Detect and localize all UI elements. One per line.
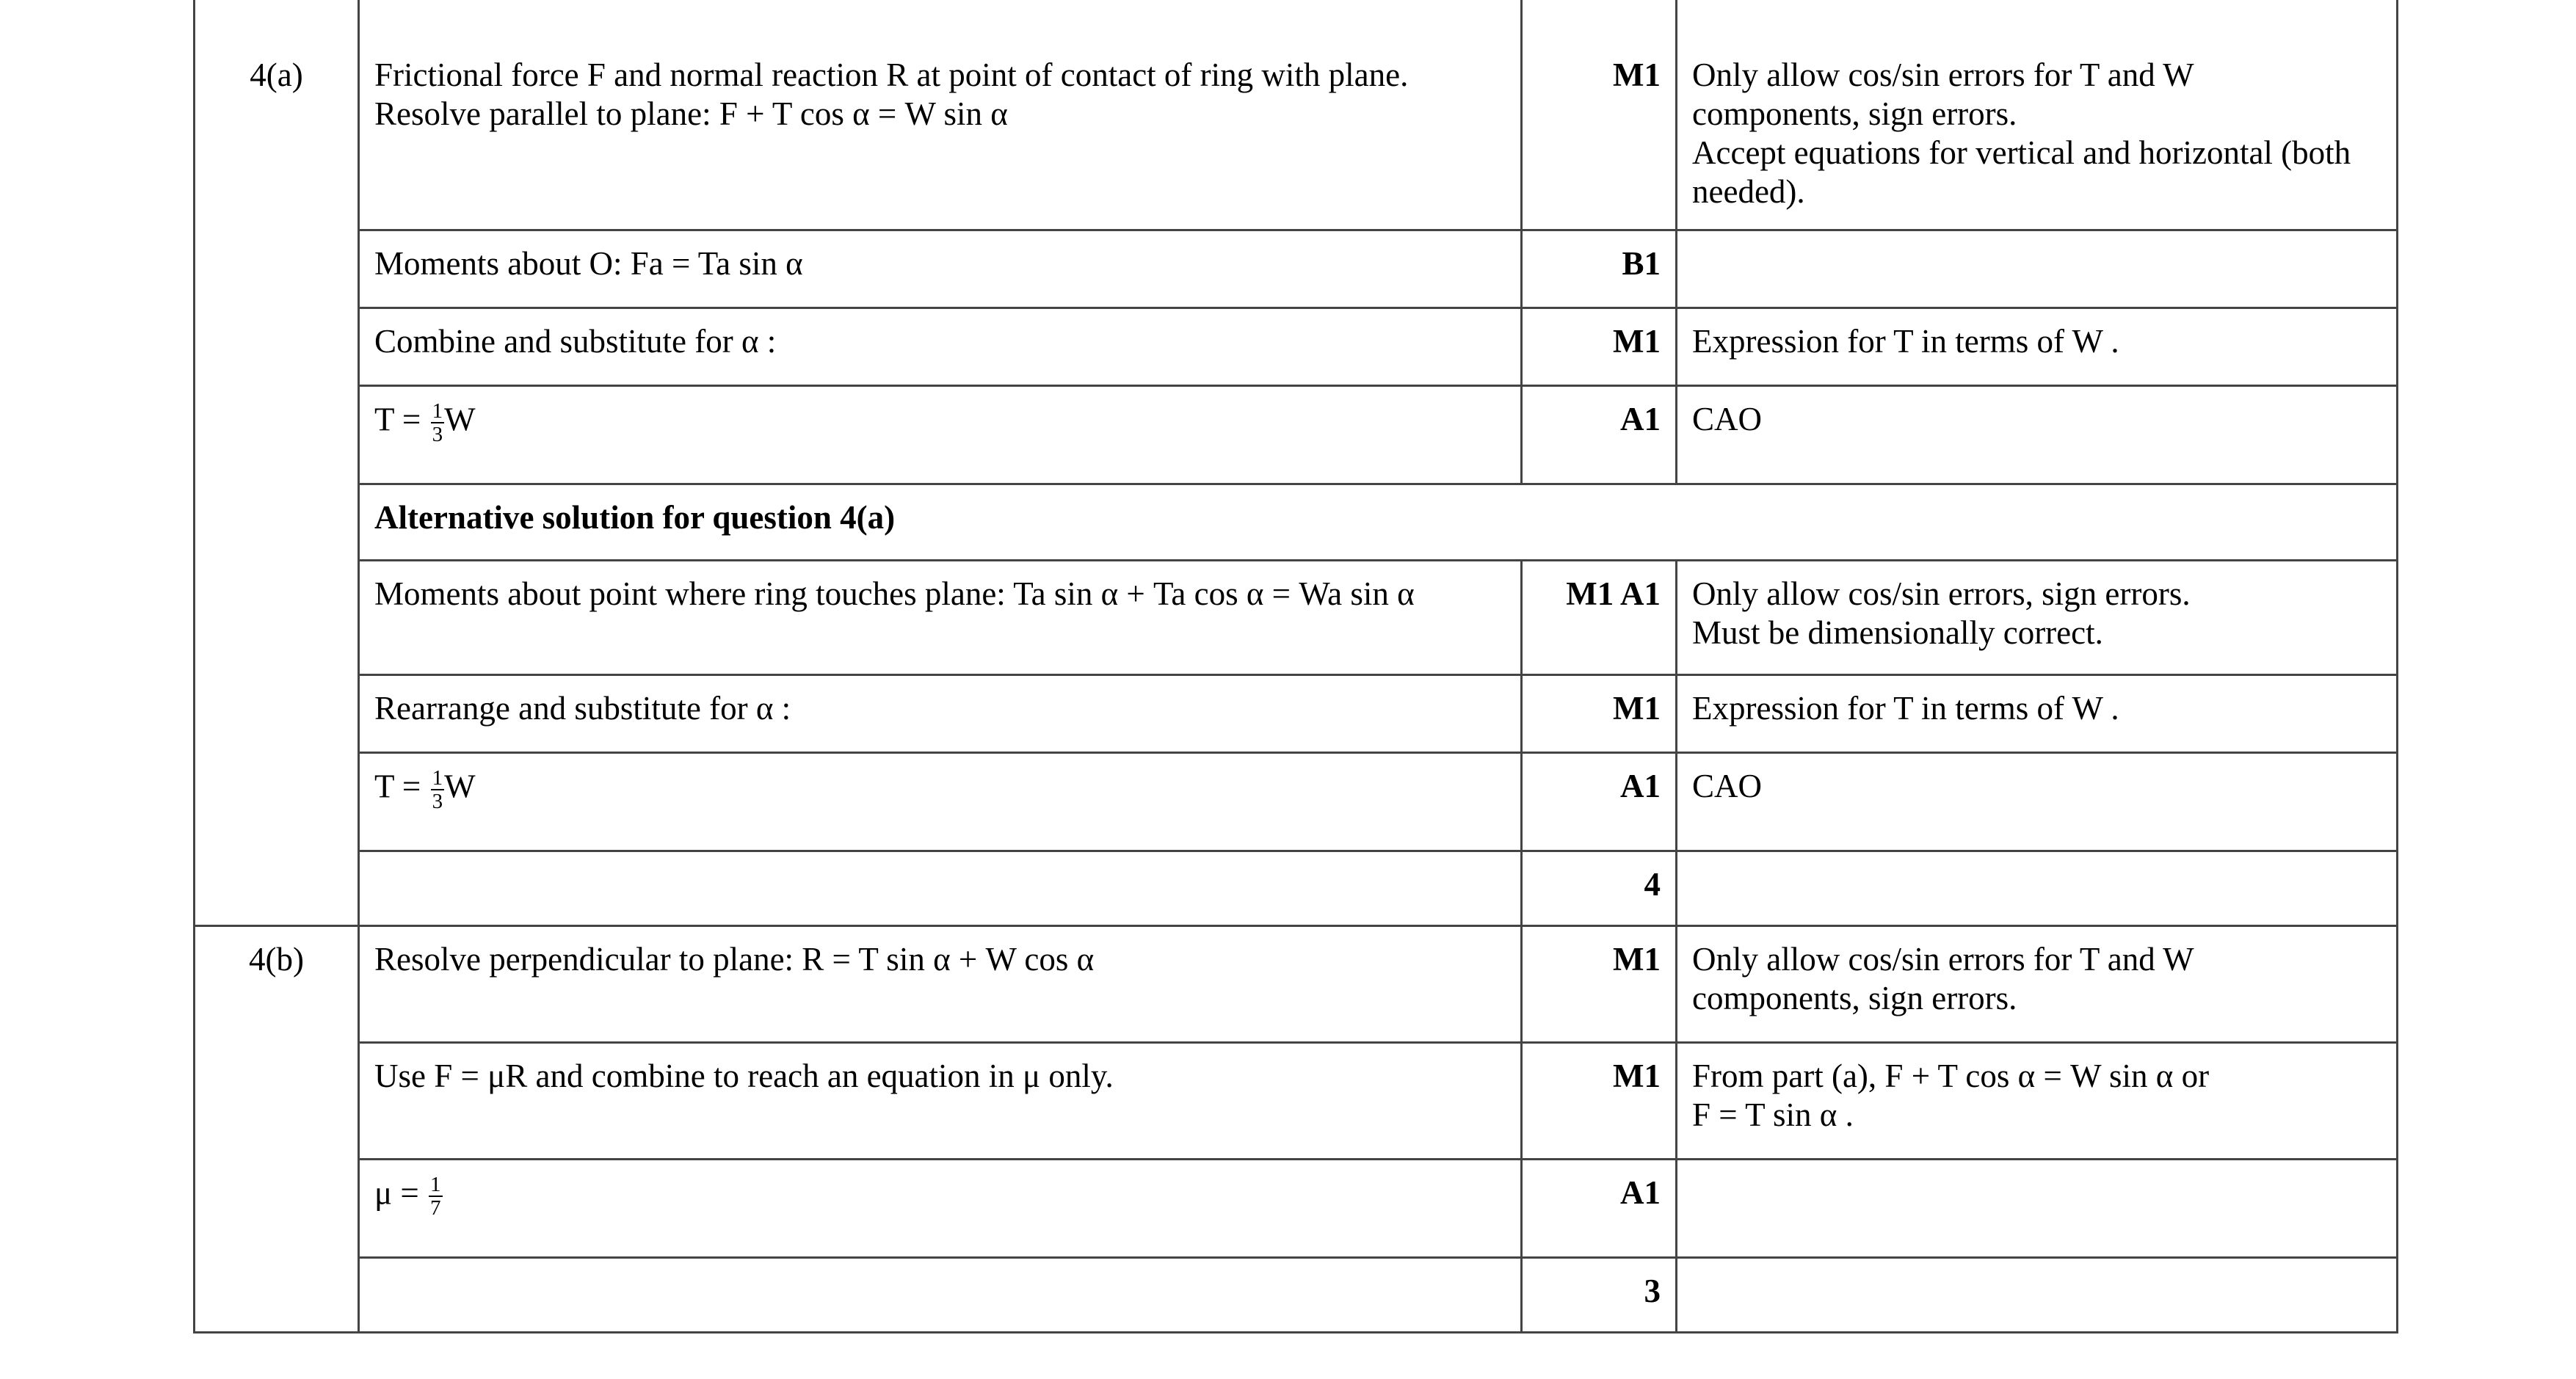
mark-cell: M1 — [1522, 674, 1677, 752]
notes-cell — [1677, 1257, 2398, 1332]
notes-cell — [1677, 230, 2398, 308]
notes-cell — [1677, 0, 2398, 230]
fraction-denominator: 3 — [432, 789, 443, 813]
fraction-denominator: 3 — [432, 422, 443, 446]
table-row — [195, 1257, 2398, 1332]
fraction-numerator: 1 — [432, 399, 443, 423]
notes-line: F = T sin α . — [1692, 1096, 1854, 1133]
table-row — [195, 385, 2398, 484]
working-cell: Resolve perpendicular to plane: R = T sin α + W cos α — [359, 925, 1522, 1042]
equation-lhs: T = — [374, 767, 429, 804]
notes-line: Only allow cos/sin errors for T and W — [1692, 940, 2194, 978]
notes-line: From part (a), F + T cos α = W sin α or — [1692, 1057, 2210, 1094]
working-cell: Use F = μR and combine to reach an equation in μ only. — [359, 1042, 1522, 1159]
question-number: 4(a) — [195, 0, 359, 925]
fraction — [431, 767, 445, 812]
total-marks: 3 — [1522, 1257, 1677, 1332]
table-row — [195, 925, 2398, 1042]
working-cell — [359, 851, 1522, 925]
notes-cell: CAO — [1677, 385, 2398, 484]
notes-cell — [1677, 1159, 2398, 1257]
working-cell — [359, 385, 1522, 484]
working-line: Resolve parallel to plane: F + T cos α = W sin α — [374, 95, 1008, 132]
fraction — [431, 400, 445, 445]
notes-cell — [1677, 925, 2398, 1042]
notes-cell: Expression for T in terms of W . — [1677, 308, 2398, 385]
table-row — [195, 1159, 2398, 1257]
mark-scheme-table — [193, 0, 2398, 1333]
equation-lhs: μ = — [374, 1174, 428, 1211]
mark-cell: A1 — [1522, 1159, 1677, 1257]
notes-cell — [1677, 560, 2398, 674]
notes-line: components, sign errors. — [1692, 979, 2017, 1016]
table-row — [195, 230, 2398, 308]
working-line: Frictional force F and normal reaction R at point of contact of ring with plane. — [374, 57, 1409, 93]
notes-line: Accept equations for vertical and horizontal (both — [1692, 134, 2351, 171]
notes-line: Only allow cos/sin errors, sign errors. — [1692, 575, 2191, 612]
mark-cell: A1 — [1522, 385, 1677, 484]
total-marks: 4 — [1522, 851, 1677, 925]
mark-cell: A1 — [1522, 752, 1677, 851]
table-row — [195, 0, 2398, 230]
table-row — [195, 308, 2398, 385]
alternative-solution-heading: Alternative solution for question 4(a) — [359, 484, 2398, 560]
notes-line: Only allow cos/sin errors for T and W — [1692, 57, 2194, 93]
equation-lhs: T = — [374, 400, 429, 437]
notes-line: Must be dimensionally correct. — [1692, 614, 2103, 651]
fraction-numerator: 1 — [430, 1172, 441, 1196]
notes-cell — [1677, 1042, 2398, 1159]
mark-cell: M1 — [1522, 308, 1677, 385]
mark-cell: M1 — [1522, 925, 1677, 1042]
notes-line: needed). — [1692, 173, 1805, 210]
working-cell: Moments about O: Fa = Ta sin α — [359, 230, 1522, 308]
table-row — [195, 851, 2398, 925]
question-number: 4(b) — [195, 925, 359, 1332]
working-cell: Rearrange and substitute for α : — [359, 674, 1522, 752]
fraction-denominator: 7 — [430, 1196, 441, 1220]
working-cell — [359, 752, 1522, 851]
notes-line: components, sign errors. — [1692, 95, 2017, 132]
equation-rhs: W — [444, 400, 476, 437]
table-row — [195, 752, 2398, 851]
mark-cell: B1 — [1522, 230, 1677, 308]
equation-rhs: W — [444, 767, 476, 804]
working-cell — [359, 0, 1522, 230]
working-cell — [359, 1257, 1522, 1332]
mark-cell: M1 A1 — [1522, 560, 1677, 674]
table-row — [195, 1042, 2398, 1159]
fraction — [429, 1174, 443, 1219]
fraction-numerator: 1 — [432, 765, 443, 790]
working-cell: Combine and substitute for α : — [359, 308, 1522, 385]
working-cell: Moments about point where ring touches plane: Ta sin α + Ta cos α = Wa sin α — [359, 560, 1522, 674]
table-row — [195, 674, 2398, 752]
notes-cell — [1677, 851, 2398, 925]
mark-cell: M1 — [1522, 0, 1677, 230]
notes-cell: Expression for T in terms of W . — [1677, 674, 2398, 752]
mark-cell: M1 — [1522, 1042, 1677, 1159]
working-cell — [359, 1159, 1522, 1257]
table-row — [195, 484, 2398, 560]
notes-cell: CAO — [1677, 752, 2398, 851]
table-row — [195, 560, 2398, 674]
